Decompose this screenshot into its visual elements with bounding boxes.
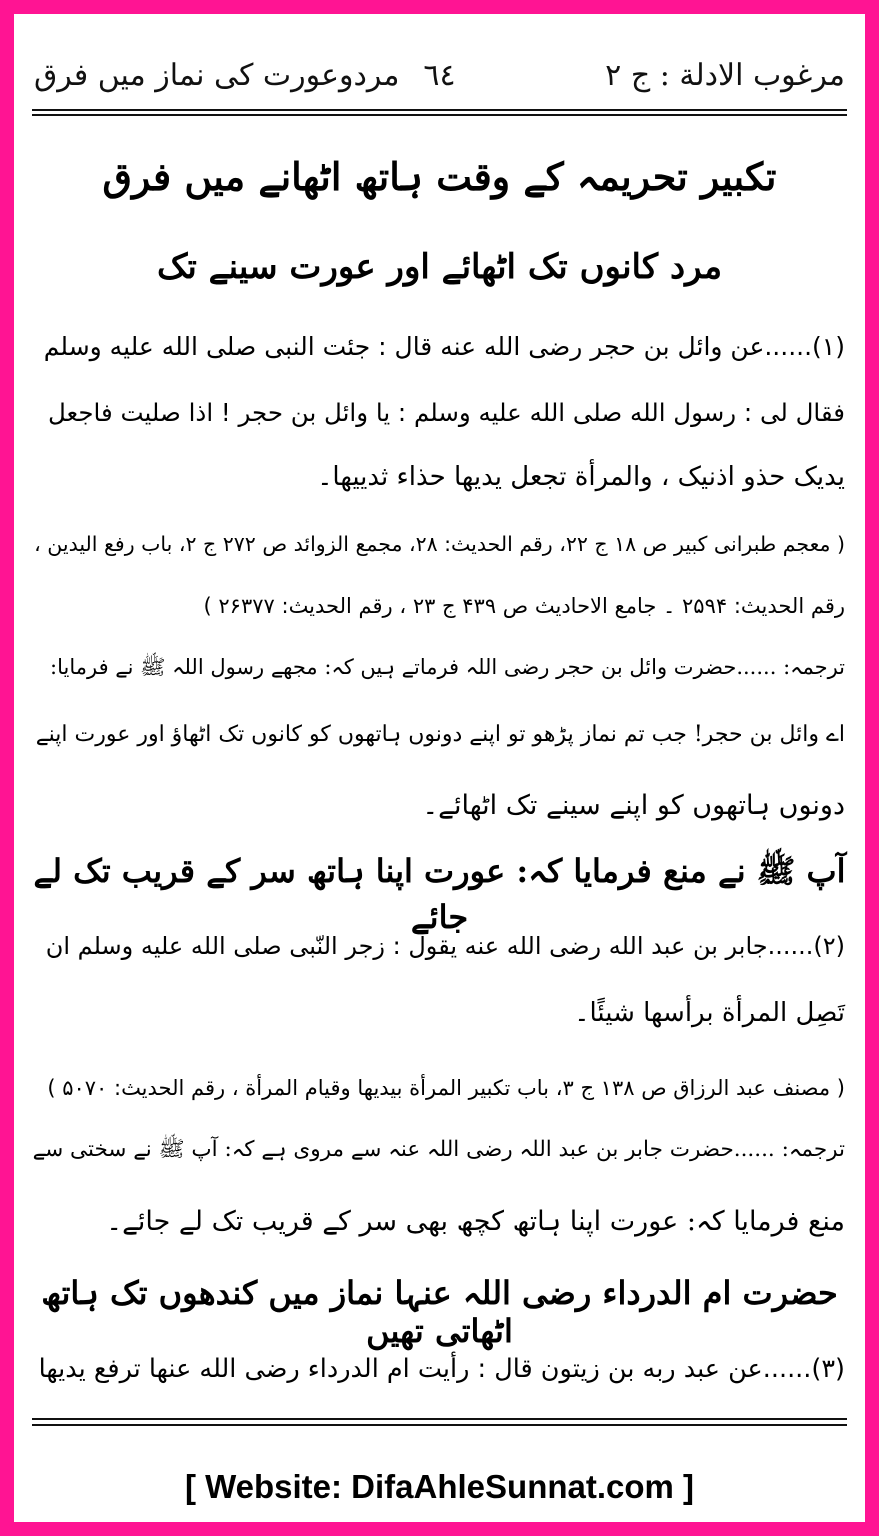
heading-prohibition: آپ ﷺ نے منع فرمایا کہ: عورت اپنا ہاتھ سر کے قریب تک لے جائے — [33, 852, 846, 936]
page-number: ٦٤ — [423, 58, 456, 93]
chapter-title: مردوعورت کی نماز میں فرق — [34, 58, 400, 93]
hadith2-line1: (۲)......جابر بن عبد الله رضی الله عنه یقول : زجر النّبی صلی الله علیه وسلم ان — [45, 932, 845, 960]
book-title: مرغوب الادلة : ج ۲ — [605, 58, 845, 93]
header-rule-bottom — [32, 114, 847, 116]
page — [14, 14, 865, 1522]
hadith1-translation-2: اے وائل بن حجر! جب تم نماز پڑھو تو اپنے دونوں ہاتھوں کو کانوں تک اٹھاؤ اور عورت اپنے — [35, 722, 845, 747]
hadith1-translation-1: ترجمہ: ......حضرت وائل بن حجر رضی اللہ فرماتے ہیں کہ: مجھے رسول اللہ ﷺ نے فرمایا: — [50, 655, 845, 679]
hadith3-line1: (۳)......عن عبد ربه بن زیتون قال : رأیت ام الدرداء رضی الله عنها ترفع یدیها — [38, 1354, 845, 1384]
hadith1-line3: یدیک حذو اذنیک ، والمرأة تجعل یدیها حذاء ثدییها۔ — [317, 462, 845, 492]
header-rule-top — [32, 109, 847, 111]
footer-rule-top — [32, 1418, 847, 1420]
footer-rule-bottom — [32, 1424, 847, 1426]
website-footer: [ Website: DifaAhleSunnat.com ] — [184, 1468, 695, 1505]
hadith1-reference-2: رقم الحدیث: ۲۵۹۴ ۔ جامع الاحادیث ص ۴۳۹ ج ۲۳ ، رقم الحدیث: ۲۶۳۷۷ ) — [203, 594, 845, 618]
heading-umm-darda: حضرت ام الدرداء رضی اللہ عنہا نماز میں کندھوں تک ہاتھ اٹھاتی تھیں — [41, 1274, 838, 1350]
hadith2-translation-1: ترجمہ: ......حضرت جابر بن عبد اللہ رضی اللہ عنہ سے مروی ہے کہ: آپ ﷺ نے سختی سے — [32, 1137, 845, 1162]
hadith2-reference: ( مصنف عبد الرزاق ص ۱۳۸ ج ۳، باب تکبیر المرأة بیدیها وقیام المرأة ، رقم الحدیث: ۵۰۷۰ ) — [47, 1076, 845, 1100]
page-header — [34, 58, 845, 108]
subheading-men-women: مرد کانوں تک اٹھائے اور عورت سینے تک — [156, 247, 723, 287]
hadith1-translation-3: دونوں ہاتھوں کو اپنے سینے تک اٹھائے۔ — [422, 790, 845, 821]
hadith2-line2: تَصِل المرأة برأسها شیئًا۔ — [574, 998, 845, 1028]
hadith1-reference-1: ( معجم طبرانی کبیر ص ۱۸ ج ۲۲، رقم الحدیث: ۲۸، مجمع الزوائد ص ۲۷۲ ج ۲، باب رفع الیدین ، — [34, 532, 845, 556]
hadith2-translation-2: منع فرمایا کہ: عورت اپنا ہاتھ کچھ بھی سر کے قریب تک لے جائے۔ — [106, 1206, 845, 1237]
heading-takbir: تکبیر تحریمہ کے وقت ہاتھ اٹھانے میں فرق — [102, 154, 777, 199]
hadith1-line2: فقال لی : رسول الله صلی الله علیه وسلم : یا وائل بن حجر ! اذا صلیت فاجعل — [47, 398, 845, 427]
hadith1-line1: (۱)......عن وائل بن حجر رضی الله عنه قال : جئت النبی صلی الله علیه وسلم — [43, 332, 845, 361]
